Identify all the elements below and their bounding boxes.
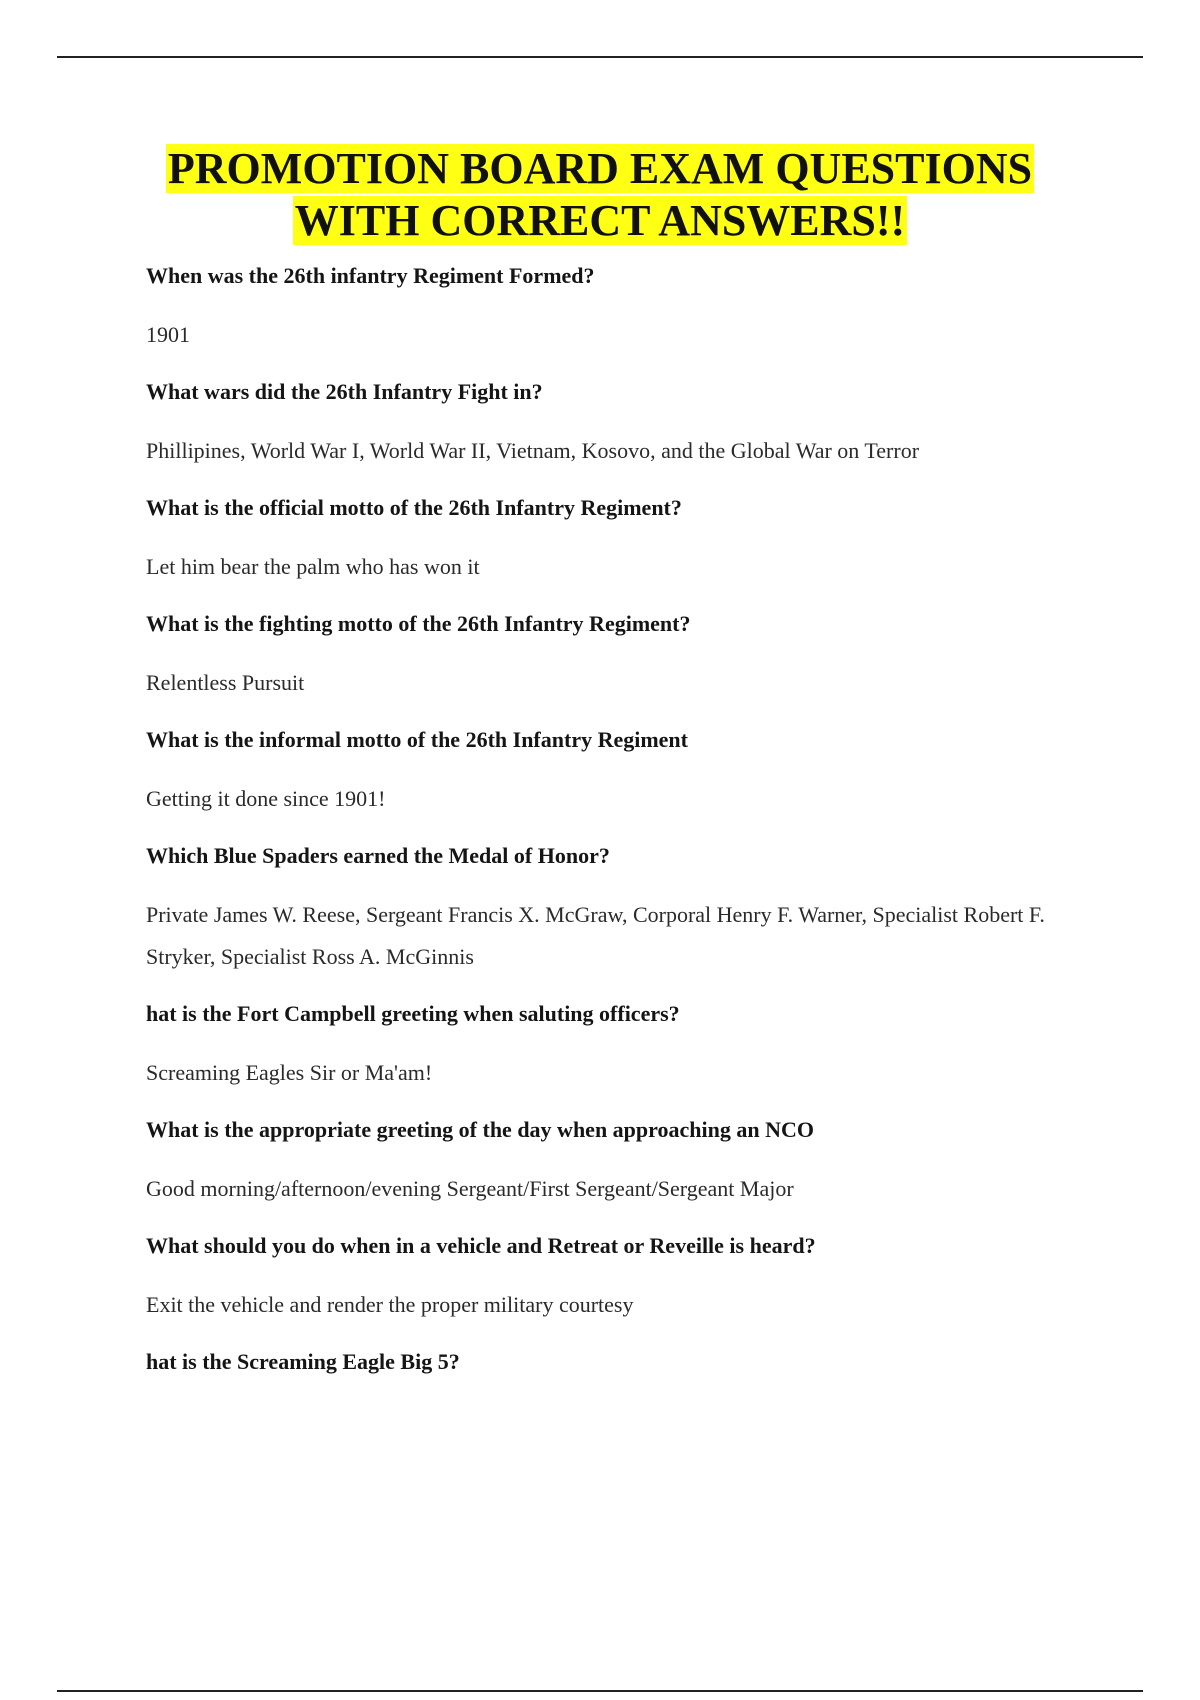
title-line-1: PROMOTION BOARD EXAM QUESTIONS	[167, 144, 1033, 193]
answer-4: Relentless Pursuit	[146, 670, 305, 695]
question-1: When was the 26th infantry Regiment Formed?	[146, 263, 595, 288]
answer-1: 1901	[146, 322, 190, 347]
answer-5: Getting it done since 1901!	[146, 786, 386, 811]
question-10: hat is the Screaming Eagle Big 5?	[146, 1349, 460, 1374]
question-5: What is the informal motto of the 26th Infantry Regiment	[146, 727, 688, 752]
answer-3: Let him bear the palm who has won it	[146, 554, 480, 579]
answer-7: Screaming Eagles Sir or Ma'am!	[146, 1060, 433, 1085]
answer-8: Good morning/afternoon/evening Sergeant/First Sergeant/Sergeant Major	[146, 1176, 794, 1201]
answer-9: Exit the vehicle and render the proper military courtesy	[146, 1292, 634, 1317]
question-3: What is the official motto of the 26th Infantry Regiment?	[146, 495, 682, 520]
footer-rule	[57, 1690, 1143, 1692]
question-6: Which Blue Spaders earned the Medal of Honor?	[146, 843, 610, 868]
header-rule	[57, 56, 1143, 58]
question-7: hat is the Fort Campbell greeting when saluting officers?	[146, 1001, 680, 1026]
question-9: What should you do when in a vehicle and Retreat or Reveille is heard?	[146, 1233, 816, 1258]
question-4: What is the fighting motto of the 26th Infantry Regiment?	[146, 611, 691, 636]
document-title	[0, 143, 1200, 247]
title-line-2: WITH CORRECT ANSWERS!!	[294, 196, 906, 245]
answer-2: Phillipines, World War I, World War II, Vietnam, Kosovo, and the Global War on Terror	[146, 438, 920, 463]
answer-6: Private James W. Reese, Sergeant Francis X. McGraw, Corporal Henry F. Warner, Specialist Robert F. Stryker, Specialist Ross A. McGinnis	[146, 902, 1045, 969]
question-8: What is the appropriate greeting of the day when approaching an NCO	[146, 1117, 814, 1142]
question-2: What wars did the 26th Infantry Fight in?	[146, 379, 543, 404]
